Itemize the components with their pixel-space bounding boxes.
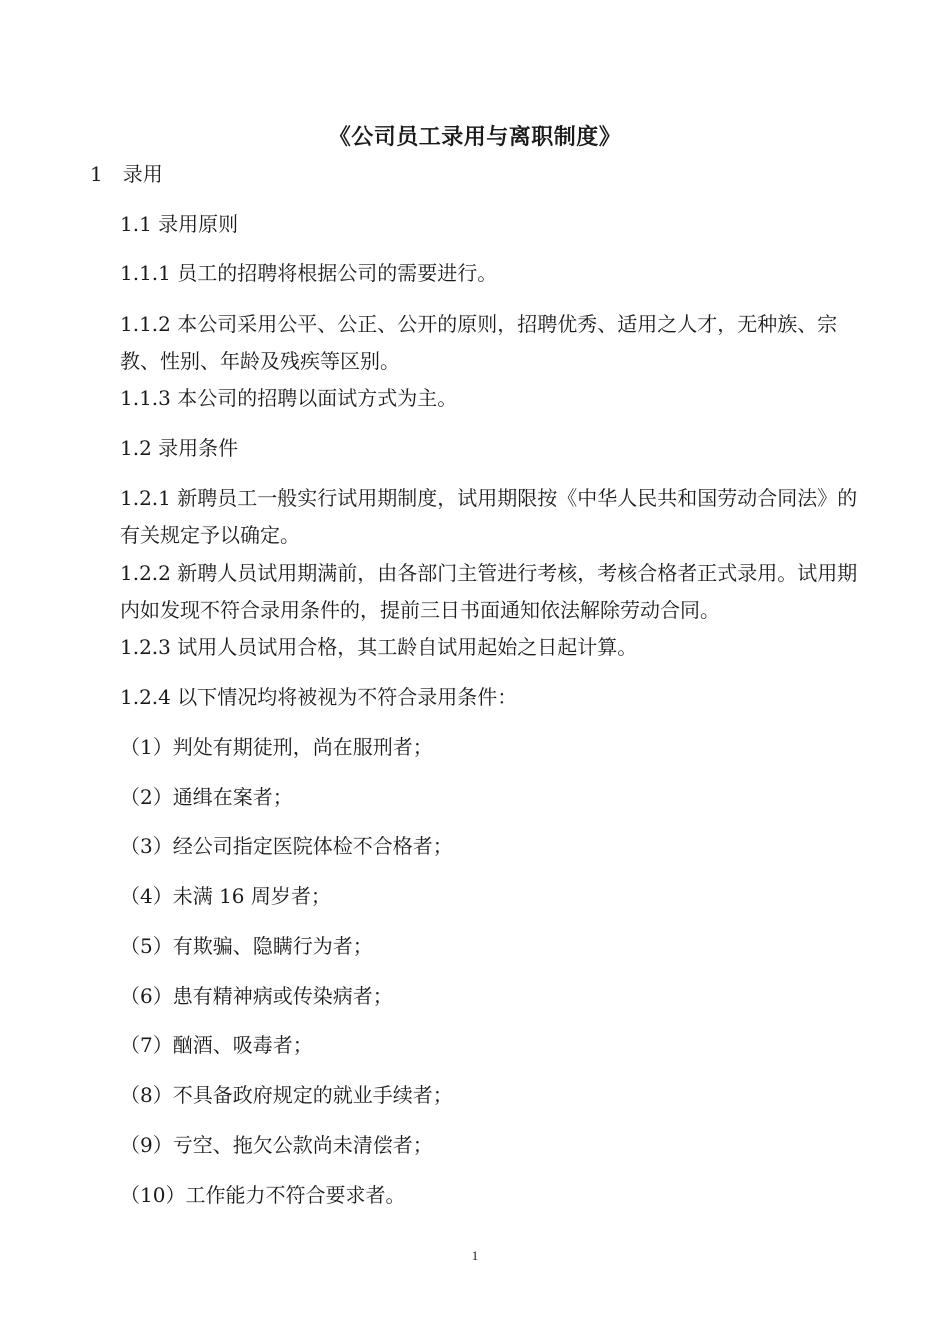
subsection-heading-1-2: 1.2 录用条件: [120, 436, 239, 460]
subsection-heading-1-1: 1.1 录用原则: [120, 212, 239, 236]
condition-item-3: （3）经公司指定医院体检不合格者；: [120, 834, 453, 858]
condition-item-7: （7）酗酒、吸毒者；: [120, 1033, 313, 1057]
condition-item-6: （6）患有精神病或传染病者；: [120, 984, 393, 1008]
condition-item-4: （4）未满 16 周岁者；: [120, 884, 331, 908]
clause-1-2-3: 1.2.3 试用人员试用合格，其工龄自试用起始之日起计算。: [120, 635, 638, 659]
clause-1-2-2: 1.2.2 新聘人员试用期满前，由各部门主管进行考核，考核合格者正式录用。试用期内如发现不符合录用条件的，提前三日书面通知依法解除劳动合同。: [120, 561, 858, 622]
condition-item-5: （5）有欺骗、隐瞒行为者；: [120, 934, 373, 958]
condition-item-10: （10）工作能力不符合要求者。: [120, 1183, 406, 1207]
clause-1-2-4: 1.2.4 以下情况均将被视为不符合录用条件：: [120, 685, 518, 709]
clause-1-1-2: 1.1.2 本公司采用公平、公正、公开的原则，招聘优秀、适用之人才，无种族、宗教、性别、年龄及残疾等区别。: [120, 312, 838, 373]
condition-item-1: （1）判处有期徒刑，尚在服刑者；: [120, 735, 433, 759]
condition-item-9: （9）亏空、拖欠公款尚未清偿者；: [120, 1133, 433, 1157]
document-title: 《公司员工录用与离职制度》: [328, 124, 622, 150]
condition-item-8: （8）不具备政府规定的就业手续者；: [120, 1083, 453, 1107]
condition-item-2: （2）通缉在案者；: [120, 785, 293, 809]
clause-1-1-3: 1.1.3 本公司的招聘以面试方式为主。: [120, 386, 458, 410]
page-number: 1: [471, 1248, 479, 1263]
section-heading-1: 1 录用: [90, 162, 163, 186]
clause-1-1-1: 1.1.1 员工的招聘将根据公司的需要进行。: [120, 261, 498, 285]
clause-1-2-1: 1.2.1 新聘员工一般实行试用期制度，试用期限按《中华人民共和国劳动合同法》的有关规定予以确定。: [120, 486, 858, 547]
